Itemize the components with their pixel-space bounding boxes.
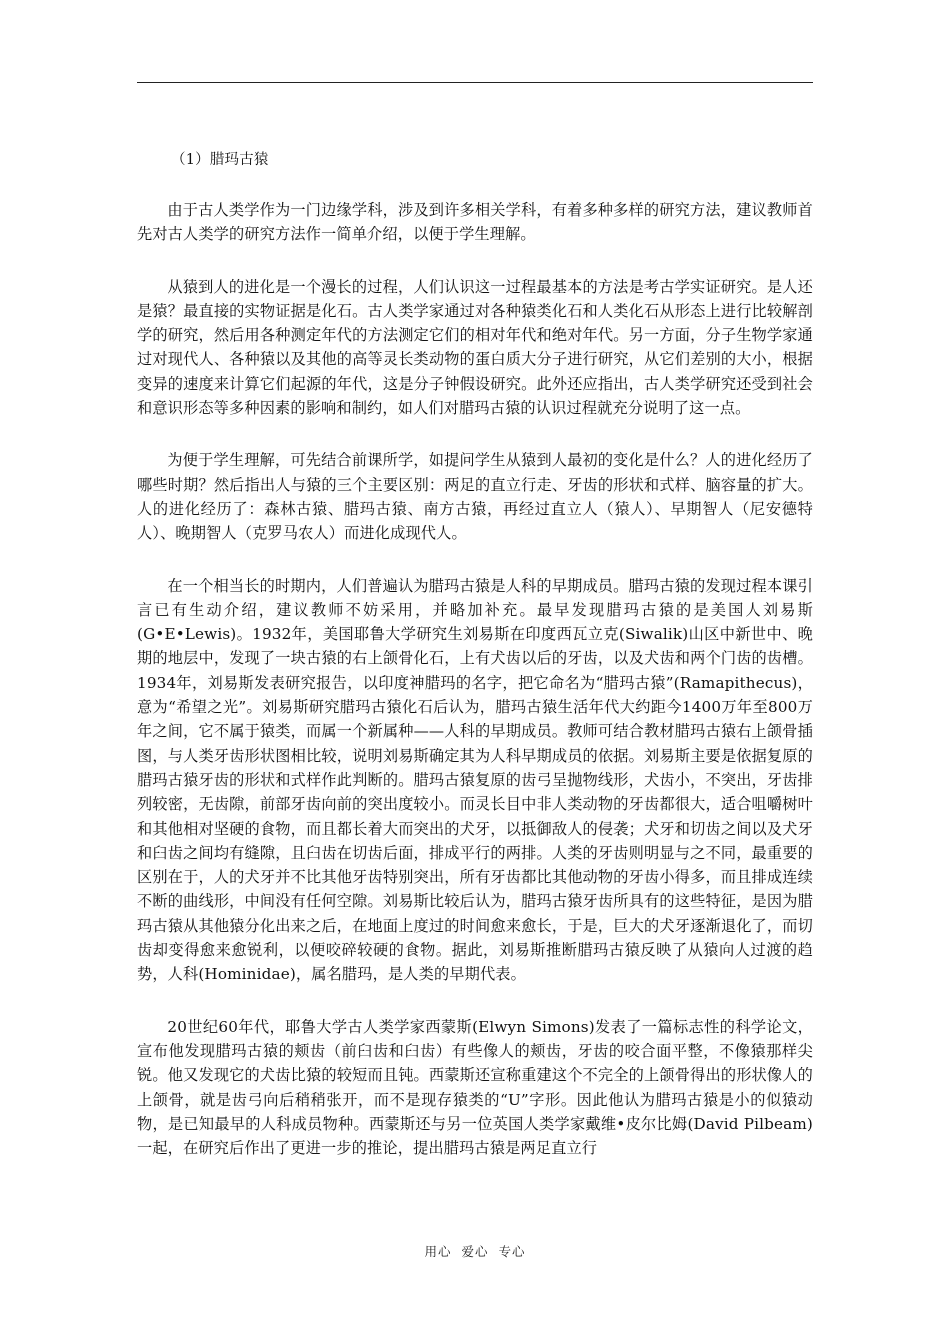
section-heading: （1）腊玛古猿 <box>171 152 269 168</box>
paragraph-evolution-evidence: 从猿到人的进化是一个漫长的过程，人们认识这一过程最基本的方法是考古学实证研究。是人还是猿？最直接的实物证据是化石。古人类学家通过对各种猿类化石和人类化石从形态上进行比较解剖学的研究，然后用各种测定年代的方法测定它们的相对年代和绝对年代。另一方面，分子生物学家通过对现代人、各种猿以及其他的高等灵长类动物的蛋白质大分子进行研究，从它们差别的大小，根据变异的速度来计算它们起源的年代，这是分子钟假设研究。此外还应指出，古人类学研究还受到社会和意识形态等多种因素的影响和制约，如人们对腊玛古猿的认识过程就充分说明了这一点。 <box>137 277 813 418</box>
document-body <box>137 148 813 1188</box>
header-rule <box>137 82 813 83</box>
paragraph-research-methods: 由于古人类学作为一门边缘学科，涉及到许多相关学科，有着多种多样的研究方法，建议教师首先对古人类学的研究方法作一简单介绍，以便于学生理解。 <box>137 201 813 244</box>
paragraph-lewis-discovery: 在一个相当长的时期内，人们普遍认为腊玛古猿是人科的早期成员。腊玛古猿的发现过程本课引言已有生动介绍，建议教师不妨采用，并略加补充。最早发现腊玛古猿的是美国人刘易斯(G•E•Lewis)。1932年，美国耶鲁大学研究生刘易斯在印度西瓦立克(Siwalik)山区中新世中、晚期的地层中，发现了一块古猿的右上颌骨化石，上有犬齿以后的牙齿，以及犬齿和两个门齿的齿槽。1934年，刘易斯发表研究报告，以印度神腊玛的名字，把它命名为“腊玛古猿”(Ramapithecus)，意为“希望之光”。刘易斯研究腊玛古猿化石后认为，腊玛古猿生活年代大约距今1400万年至800万年之间，它不属于猿类，而属一个新属种——人科的早期成员。教师可结合教材腊玛古猿右上颌骨插图，与人类牙齿形状图相比较，说明刘易斯确定其为人科早期成员的依据。刘易斯主要是依据复原的腊玛古猿牙齿的形状和式样作此判断的。腊玛古猿复原的齿弓呈抛物线形，犬齿小，不突出，牙齿排列较密，无齿隙，前部牙齿向前的突出度较小。而灵长目中非人类动物的牙齿都很大，适合咀嚼树叶和其他相对坚硬的食物，而且都长着大而突出的犬牙，以抵御敌人的侵袭；犬牙和切齿之间以及犬牙和臼齿之间均有缝隙，且臼齿在切齿后面，排成平行的两排。人类的牙齿则明显与之不同，最重要的区别在于，人的犬牙并不比其他牙齿特别突出，所有牙齿都比其他动物的牙齿小得多，而且排成连续不断的曲线形，中间没有任何空隙。刘易斯比较后认为，腊玛古猿牙齿所具有的这些特征，是因为腊玛古猿从其他猿分化出来之后，在地面上度过的时间愈来愈长，于是，巨大的犬牙逐渐退化了，而切齿却变得愈来愈锐利，以便咬碎较硬的食物。据此，刘易斯推断腊玛古猿反映了从猿向人过渡的趋势，人科(Hominidae)，属名腊玛，是人类的早期代表。 <box>137 576 813 984</box>
paragraph-simons-research: 20世纪60年代，耶鲁大学古人类学家西蒙斯(Elwyn Simons)发表了一篇标志性的科学论文，宣布他发现腊玛古猿的颊齿（前臼齿和臼齿）有些像人的颊齿，牙齿的咬合面平整，不像猿那样尖锐。他又发现它的犬齿比猿的较短而且钝。西蒙斯还宣称重建这个不完全的上颌骨得出的形状像人的上颌骨，就是齿弓向后稍稍张开，而不是现存猿类的“U”字形。因此他认为腊玛古猿是小的似猿动物，是已知最早的人科成员物种。西蒙斯还与另一位英国人类学家戴维•皮尔比姆(David Pilbeam)一起，在研究后作出了更进一步的推论，提出腊玛古猿是两足直立行 <box>137 1017 813 1158</box>
paragraph-evolution-stages: 为便于学生理解，可先结合前课所学，如提问学生从猿到人最初的变化是什么？人的进化经历了哪些时期？然后指出人与猿的三个主要区别：两足的直立行走、牙齿的形状和式样、脑容量的扩大。人的进化经历了：森林古猿、腊玛古猿、南方古猿，再经过直立人（猿人）、早期智人（尼安德特人）、晚期智人（克罗马农人）而进化成现代人。 <box>137 451 813 543</box>
page-footer: 用心 爱心 专心 <box>424 1244 526 1259</box>
